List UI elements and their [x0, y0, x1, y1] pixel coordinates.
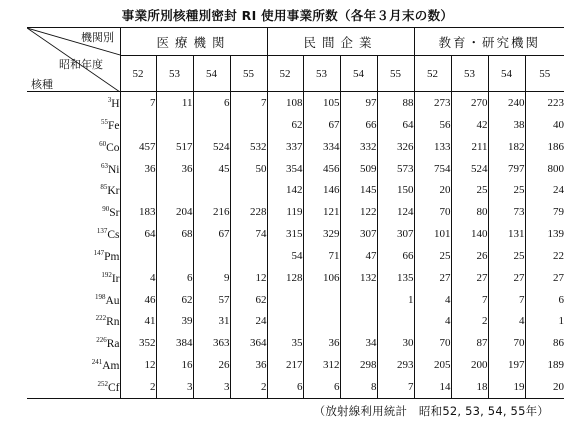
- count-cell: 9: [193, 267, 230, 289]
- count-cell: 27: [414, 267, 451, 289]
- count-cell: 1: [525, 310, 564, 332]
- count-cell: 6: [156, 267, 193, 289]
- nuclide-cell: [27, 332, 120, 354]
- count-cell: 293: [377, 354, 414, 376]
- count-cell: 128: [267, 267, 303, 289]
- count-cell: 54: [267, 245, 303, 267]
- count-cell: 197: [488, 354, 525, 376]
- table-row: [27, 92, 564, 115]
- count-cell: [156, 180, 193, 202]
- count-cell: 106: [303, 267, 340, 289]
- table-row: [27, 223, 564, 245]
- count-cell: 80: [451, 201, 488, 223]
- count-cell: 74: [230, 223, 267, 245]
- year-header-cell: 52: [414, 56, 451, 92]
- count-cell: 573: [377, 158, 414, 180]
- count-cell: 14: [414, 376, 451, 399]
- year-header-cell: 53: [156, 56, 193, 92]
- count-cell: 7: [230, 92, 267, 115]
- count-cell: 307: [377, 223, 414, 245]
- count-cell: 312: [303, 354, 340, 376]
- count-cell: 46: [120, 289, 156, 311]
- count-cell: [230, 180, 267, 202]
- nuclide-cell: [27, 354, 120, 376]
- mass-number: 90: [102, 205, 110, 214]
- count-cell: 27: [488, 267, 525, 289]
- nuclide-cell: [27, 223, 120, 245]
- element-symbol: H: [111, 98, 120, 111]
- ri-facility-table: [27, 27, 564, 399]
- element-symbol: Co: [106, 141, 120, 154]
- mass-number: 55: [101, 118, 108, 126]
- count-cell: 71: [303, 245, 340, 267]
- table-row: [27, 201, 564, 223]
- count-cell: 6: [193, 92, 230, 115]
- mass-number: 63: [101, 161, 108, 170]
- group-header-private: 民間企業: [267, 28, 414, 56]
- mass-number: 226: [96, 336, 107, 345]
- count-cell: 524: [451, 158, 488, 180]
- year-header-cell: 54: [193, 56, 230, 92]
- mass-number: 3: [107, 96, 112, 105]
- count-cell: 200: [451, 354, 488, 376]
- count-cell: 67: [303, 114, 340, 136]
- count-cell: 101: [414, 223, 451, 245]
- count-cell: 67: [193, 223, 230, 245]
- year-header-cell: 52: [267, 56, 303, 92]
- count-cell: 142: [267, 180, 303, 202]
- count-cell: [193, 245, 230, 267]
- count-cell: 354: [267, 158, 303, 180]
- count-cell: 24: [230, 310, 267, 332]
- count-cell: 131: [488, 223, 525, 245]
- count-cell: 79: [525, 201, 564, 223]
- count-cell: 30: [377, 332, 414, 354]
- nuclide-cell: [27, 92, 120, 115]
- table-row: [27, 114, 564, 136]
- count-cell: 68: [156, 223, 193, 245]
- count-cell: 25: [488, 245, 525, 267]
- year-header-cell: 55: [525, 56, 564, 92]
- table-row: [27, 289, 564, 311]
- count-cell: 97: [340, 92, 377, 115]
- count-cell: 800: [525, 158, 564, 180]
- element-symbol: Kr: [107, 185, 120, 198]
- element-symbol: Cs: [107, 229, 120, 242]
- count-cell: 122: [340, 201, 377, 223]
- count-cell: 19: [488, 376, 525, 399]
- mass-number: 241: [91, 357, 103, 366]
- table-row: [27, 245, 564, 267]
- count-cell: 182: [488, 136, 525, 158]
- count-cell: 39: [156, 310, 193, 332]
- count-cell: 64: [377, 114, 414, 136]
- count-cell: 70: [414, 332, 451, 354]
- count-cell: 4: [414, 289, 451, 311]
- element-symbol: Ir: [111, 272, 120, 285]
- nuclide-cell: [27, 136, 120, 158]
- nuclide-cell: [27, 289, 120, 311]
- count-cell: 20: [525, 376, 564, 399]
- year-header-cell: 53: [451, 56, 488, 92]
- table-row: [27, 310, 564, 332]
- count-cell: 88: [377, 92, 414, 115]
- nuclide-cell: [27, 158, 120, 180]
- count-cell: 6: [525, 289, 564, 311]
- count-cell: [340, 289, 377, 311]
- count-cell: [120, 245, 156, 267]
- count-cell: 73: [488, 201, 525, 223]
- table-row: [27, 376, 564, 399]
- mass-number: 198: [94, 292, 106, 301]
- count-cell: 4: [120, 267, 156, 289]
- count-cell: 204: [156, 201, 193, 223]
- count-cell: 228: [230, 201, 267, 223]
- count-cell: 223: [525, 92, 564, 115]
- count-cell: 307: [340, 223, 377, 245]
- count-cell: 145: [340, 180, 377, 202]
- count-cell: [303, 289, 340, 311]
- count-cell: 211: [451, 136, 488, 158]
- count-cell: 7: [120, 92, 156, 115]
- count-cell: 22: [525, 245, 564, 267]
- count-cell: 16: [156, 354, 193, 376]
- count-cell: 18: [451, 376, 488, 399]
- year-header-cell: 55: [377, 56, 414, 92]
- count-cell: 329: [303, 223, 340, 245]
- count-cell: 315: [267, 223, 303, 245]
- count-cell: 2: [120, 376, 156, 399]
- mass-number: 192: [101, 270, 112, 279]
- count-cell: 797: [488, 158, 525, 180]
- count-cell: [267, 310, 303, 332]
- nuclide-cell: [27, 245, 120, 267]
- count-cell: 47: [340, 245, 377, 267]
- count-cell: 2: [451, 310, 488, 332]
- count-cell: 132: [340, 267, 377, 289]
- count-cell: 26: [451, 245, 488, 267]
- count-cell: 36: [303, 332, 340, 354]
- nuclide-cell: [27, 201, 120, 223]
- element-symbol: Ra: [106, 338, 120, 351]
- nuclide-cell: [27, 114, 120, 136]
- count-cell: 334: [303, 136, 340, 158]
- count-cell: 12: [120, 354, 156, 376]
- count-cell: 186: [525, 136, 564, 158]
- count-cell: 150: [377, 180, 414, 202]
- count-cell: 140: [451, 223, 488, 245]
- count-cell: 62: [267, 114, 303, 136]
- count-cell: [303, 310, 340, 332]
- count-cell: 25: [451, 180, 488, 202]
- count-cell: 41: [120, 310, 156, 332]
- mass-number: 222: [95, 314, 107, 323]
- count-cell: 189: [525, 354, 564, 376]
- count-cell: 363: [193, 332, 230, 354]
- mass-number: 60: [99, 139, 107, 148]
- count-cell: 457: [120, 136, 156, 158]
- table-row: [27, 354, 564, 376]
- nuclide-cell: [27, 310, 120, 332]
- count-cell: 6: [303, 376, 340, 399]
- count-cell: [267, 289, 303, 311]
- source-note: （放射線利用統計 昭和52, 53, 54, 55年）: [313, 404, 549, 418]
- count-cell: 66: [340, 114, 377, 136]
- count-cell: 240: [488, 92, 525, 115]
- count-cell: 108: [267, 92, 303, 115]
- count-cell: 532: [230, 136, 267, 158]
- count-cell: 87: [451, 332, 488, 354]
- count-cell: 133: [414, 136, 451, 158]
- count-cell: 216: [193, 201, 230, 223]
- count-cell: 7: [451, 289, 488, 311]
- header-corner-cell: [27, 28, 120, 92]
- element-symbol: Rn: [106, 316, 120, 329]
- count-cell: 332: [340, 136, 377, 158]
- count-cell: 3: [156, 376, 193, 399]
- count-cell: [230, 245, 267, 267]
- count-cell: 86: [525, 332, 564, 354]
- table-row: [27, 180, 564, 202]
- count-cell: 40: [525, 114, 564, 136]
- count-cell: 25: [488, 180, 525, 202]
- table-row: [27, 136, 564, 158]
- count-cell: [120, 114, 156, 136]
- count-cell: 135: [377, 267, 414, 289]
- count-cell: 270: [451, 92, 488, 115]
- count-cell: 124: [377, 201, 414, 223]
- count-cell: [193, 180, 230, 202]
- element-symbol: Pm: [104, 250, 120, 263]
- count-cell: [230, 114, 267, 136]
- count-cell: [156, 245, 193, 267]
- count-cell: 326: [377, 136, 414, 158]
- table-row: [27, 267, 564, 289]
- count-cell: 8: [340, 376, 377, 399]
- year-header-cell: 55: [230, 56, 267, 92]
- count-cell: 31: [193, 310, 230, 332]
- count-cell: 27: [525, 267, 564, 289]
- count-cell: 183: [120, 201, 156, 223]
- year-header-cell: 54: [488, 56, 525, 92]
- count-cell: 34: [340, 332, 377, 354]
- group-header-medical: 医療機関: [120, 28, 267, 56]
- count-cell: 70: [414, 201, 451, 223]
- nuclide-cell: [27, 267, 120, 289]
- count-cell: 24: [525, 180, 564, 202]
- count-cell: 36: [156, 158, 193, 180]
- group-header-education: 教育・研究機関: [414, 28, 564, 56]
- mass-number: 137: [96, 227, 108, 236]
- count-cell: 7: [488, 289, 525, 311]
- count-cell: [156, 114, 193, 136]
- count-cell: 273: [414, 92, 451, 115]
- year-header-cell: 53: [303, 56, 340, 92]
- count-cell: 121: [303, 201, 340, 223]
- corner-label-agency: 機関別: [81, 31, 114, 44]
- corner-label-fiscal-year: 昭和年度: [59, 58, 103, 71]
- count-cell: [193, 114, 230, 136]
- count-cell: [120, 180, 156, 202]
- count-cell: 105: [303, 92, 340, 115]
- count-cell: 70: [488, 332, 525, 354]
- year-header-cell: 54: [340, 56, 377, 92]
- count-cell: 25: [414, 245, 451, 267]
- nuclide-cell: [27, 180, 120, 202]
- count-cell: 56: [414, 114, 451, 136]
- count-cell: 26: [193, 354, 230, 376]
- count-cell: 456: [303, 158, 340, 180]
- count-cell: 364: [230, 332, 267, 354]
- count-cell: 38: [488, 114, 525, 136]
- count-cell: 517: [156, 136, 193, 158]
- count-cell: 50: [230, 158, 267, 180]
- element-symbol: Sr: [109, 207, 120, 220]
- count-cell: [340, 310, 377, 332]
- count-cell: 139: [525, 223, 564, 245]
- mass-number: 252: [97, 379, 108, 388]
- count-cell: 1: [377, 289, 414, 311]
- count-cell: 11: [156, 92, 193, 115]
- count-cell: 298: [340, 354, 377, 376]
- count-cell: 509: [340, 158, 377, 180]
- count-cell: 3: [193, 376, 230, 399]
- count-cell: 7: [377, 376, 414, 399]
- count-cell: 36: [230, 354, 267, 376]
- count-cell: 62: [230, 289, 267, 311]
- count-cell: 2: [230, 376, 267, 399]
- count-cell: 45: [193, 158, 230, 180]
- table-row: [27, 332, 564, 354]
- year-header-cell: 52: [120, 56, 156, 92]
- element-symbol: Cf: [108, 381, 120, 394]
- count-cell: 35: [267, 332, 303, 354]
- count-cell: 352: [120, 332, 156, 354]
- count-cell: 337: [267, 136, 303, 158]
- count-cell: 27: [451, 267, 488, 289]
- count-cell: 42: [451, 114, 488, 136]
- count-cell: 12: [230, 267, 267, 289]
- count-cell: 20: [414, 180, 451, 202]
- count-cell: 66: [377, 245, 414, 267]
- element-symbol: Ni: [108, 163, 120, 176]
- count-cell: 384: [156, 332, 193, 354]
- count-cell: 4: [414, 310, 451, 332]
- count-cell: 4: [488, 310, 525, 332]
- mass-number: 85: [100, 183, 108, 192]
- element-symbol: Fe: [108, 120, 120, 132]
- count-cell: 6: [267, 376, 303, 399]
- corner-label-nuclide: 核種: [31, 78, 53, 91]
- count-cell: 64: [120, 223, 156, 245]
- count-cell: 36: [120, 158, 156, 180]
- element-symbol: Au: [105, 294, 120, 307]
- element-symbol: Am: [102, 359, 120, 372]
- count-cell: 146: [303, 180, 340, 202]
- count-cell: 62: [156, 289, 193, 311]
- mass-number: 147: [93, 248, 105, 257]
- count-cell: 119: [267, 201, 303, 223]
- count-cell: 57: [193, 289, 230, 311]
- count-cell: 205: [414, 354, 451, 376]
- nuclide-cell: [27, 376, 120, 399]
- table-row: [27, 158, 564, 180]
- count-cell: 217: [267, 354, 303, 376]
- count-cell: [377, 310, 414, 332]
- count-cell: 524: [193, 136, 230, 158]
- table-title: 事業所別核種別密封 RI 使用事業所数（各年３月末の数）: [121, 8, 454, 23]
- count-cell: 754: [414, 158, 451, 180]
